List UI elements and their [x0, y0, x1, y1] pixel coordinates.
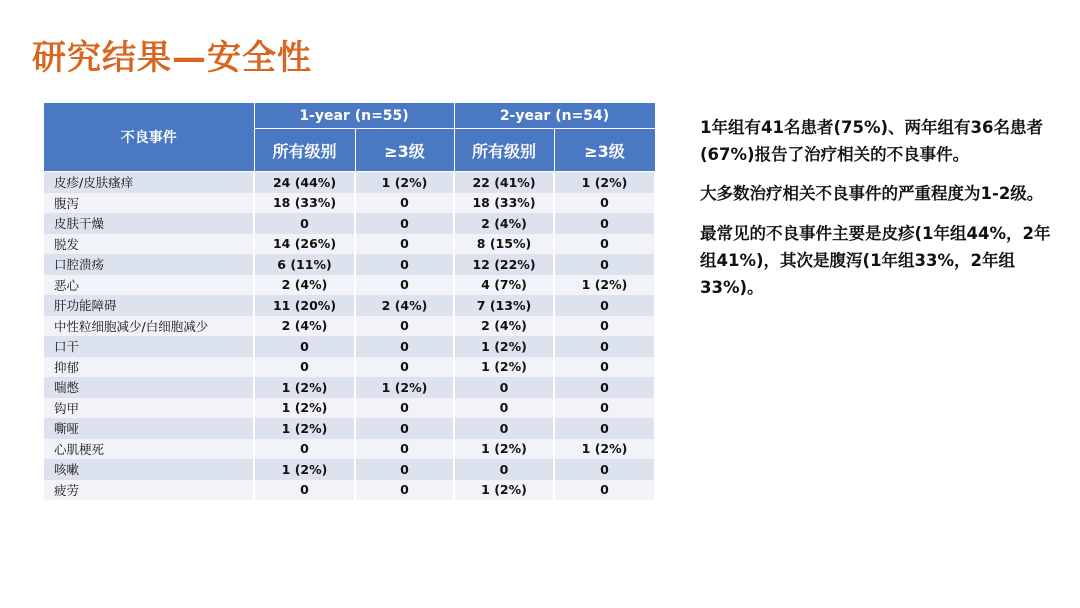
value-cell: 0: [454, 459, 554, 480]
value-cell: 8 (15%): [454, 234, 554, 255]
summary-paragraph: 1年组有41名患者(75%)、两年组有36名患者(67%)报告了治疗相关的不良事件。: [700, 118, 1043, 165]
event-name-cell: 皮肤干燥: [44, 213, 254, 234]
table-row: [44, 316, 655, 337]
event-name-cell: 钩甲: [44, 398, 254, 419]
event-name-cell: 喘憋: [44, 377, 254, 398]
value-cell: 0: [554, 234, 655, 255]
event-name-cell: 腹泻: [44, 193, 254, 214]
value-cell: 0: [355, 357, 454, 378]
table-row: [44, 418, 655, 439]
table-row: [44, 295, 655, 316]
value-cell: 22 (41%): [454, 172, 554, 193]
table-row: [44, 357, 655, 378]
value-cell: 0: [355, 439, 454, 460]
value-cell: 0: [355, 234, 454, 255]
value-cell: 1 (2%): [355, 172, 454, 193]
value-cell: 0: [254, 439, 355, 460]
summary-paragraph: 大多数治疗相关不良事件的严重程度为1-2级。: [700, 184, 1044, 204]
value-cell: 2 (4%): [454, 213, 554, 234]
event-name-cell: 皮疹/皮肤瘙痒: [44, 172, 254, 193]
value-cell: 0: [554, 336, 655, 357]
value-cell: 18 (33%): [254, 193, 355, 214]
value-cell: 0: [355, 275, 454, 296]
summary-paragraph: 最常见的不良事件主要是皮疹(1年组44%，2年组41%)，其次是腹泻(1年组33%，2年组33%)。: [700, 223, 1051, 298]
value-cell: 0: [554, 254, 655, 275]
value-cell: 1 (2%): [454, 336, 554, 357]
value-cell: 1 (2%): [554, 275, 655, 296]
group-header-2-year: 2-year (n=54): [454, 103, 655, 129]
value-cell: 18 (33%): [454, 193, 554, 214]
value-cell: 2 (4%): [454, 316, 554, 337]
value-cell: 0: [355, 213, 454, 234]
value-cell: 4 (7%): [454, 275, 554, 296]
event-name-cell: 心肌梗死: [44, 439, 254, 460]
value-cell: 0: [355, 418, 454, 439]
table-row: [44, 459, 655, 480]
value-cell: 1 (2%): [254, 377, 355, 398]
table-row: [44, 234, 655, 255]
table-row: [44, 275, 655, 296]
value-cell: 1 (2%): [254, 459, 355, 480]
event-name-cell: 嘶哑: [44, 418, 254, 439]
summary-text: [700, 114, 1052, 313]
table-row: [44, 480, 655, 501]
table-row: [44, 213, 655, 234]
value-cell: 0: [554, 193, 655, 214]
event-name-cell: 咳嗽: [44, 459, 254, 480]
table-row: [44, 398, 655, 419]
value-cell: 0: [554, 316, 655, 337]
value-cell: 0: [454, 398, 554, 419]
value-cell: 1 (2%): [554, 439, 655, 460]
table-row: [44, 377, 655, 398]
event-name-cell: 口干: [44, 336, 254, 357]
event-name-cell: 中性粒细胞减少/白细胞减少: [44, 316, 254, 337]
table-row: [44, 254, 655, 275]
slide-title: 研究结果—安全性: [32, 38, 312, 78]
event-name-cell: 肝功能障碍: [44, 295, 254, 316]
subheader-grade3-2y: ≥3级: [554, 129, 655, 172]
value-cell: 1 (2%): [355, 377, 454, 398]
value-cell: 1 (2%): [454, 357, 554, 378]
value-cell: 0: [554, 295, 655, 316]
value-cell: 14 (26%): [254, 234, 355, 255]
value-cell: 0: [254, 213, 355, 234]
value-cell: 1 (2%): [454, 480, 554, 501]
value-cell: 6 (11%): [254, 254, 355, 275]
value-cell: 0: [554, 459, 655, 480]
value-cell: 12 (22%): [454, 254, 554, 275]
table-row: [44, 439, 655, 460]
value-cell: 0: [355, 459, 454, 480]
value-cell: 0: [254, 480, 355, 501]
value-cell: 1 (2%): [554, 172, 655, 193]
value-cell: 0: [254, 357, 355, 378]
value-cell: 0: [355, 254, 454, 275]
value-cell: 0: [554, 213, 655, 234]
table-body: [44, 172, 655, 501]
value-cell: 0: [355, 480, 454, 501]
table-row: [44, 172, 655, 193]
value-cell: 1 (2%): [454, 439, 554, 460]
adverse-events-table: [44, 102, 656, 500]
group-header-1-year: 1-year (n=55): [254, 103, 454, 129]
event-name-cell: 脱发: [44, 234, 254, 255]
value-cell: 0: [454, 418, 554, 439]
value-cell: 0: [355, 316, 454, 337]
event-name-cell: 恶心: [44, 275, 254, 296]
value-cell: 1 (2%): [254, 398, 355, 419]
value-cell: 2 (4%): [254, 316, 355, 337]
value-cell: 0: [554, 480, 655, 501]
value-cell: 0: [254, 336, 355, 357]
subheader-all-grades-1y: 所有级别: [254, 129, 355, 172]
subheader-grade3-1y: ≥3级: [355, 129, 454, 172]
event-name-cell: 疲劳: [44, 480, 254, 501]
value-cell: 0: [554, 418, 655, 439]
table-row: [44, 193, 655, 214]
value-cell: 0: [355, 398, 454, 419]
value-cell: 11 (20%): [254, 295, 355, 316]
value-cell: 0: [355, 336, 454, 357]
event-name-cell: 抑郁: [44, 357, 254, 378]
value-cell: 0: [554, 398, 655, 419]
value-cell: 0: [554, 357, 655, 378]
table-row: [44, 336, 655, 357]
value-cell: 24 (44%): [254, 172, 355, 193]
subheader-all-grades-2y: 所有级别: [454, 129, 554, 172]
value-cell: 0: [454, 377, 554, 398]
value-cell: 1 (2%): [254, 418, 355, 439]
event-column-header: 不良事件: [44, 103, 254, 172]
value-cell: 7 (13%): [454, 295, 554, 316]
event-name-cell: 口腔溃疡: [44, 254, 254, 275]
value-cell: 0: [355, 193, 454, 214]
value-cell: 2 (4%): [355, 295, 454, 316]
value-cell: 0: [554, 377, 655, 398]
value-cell: 2 (4%): [254, 275, 355, 296]
